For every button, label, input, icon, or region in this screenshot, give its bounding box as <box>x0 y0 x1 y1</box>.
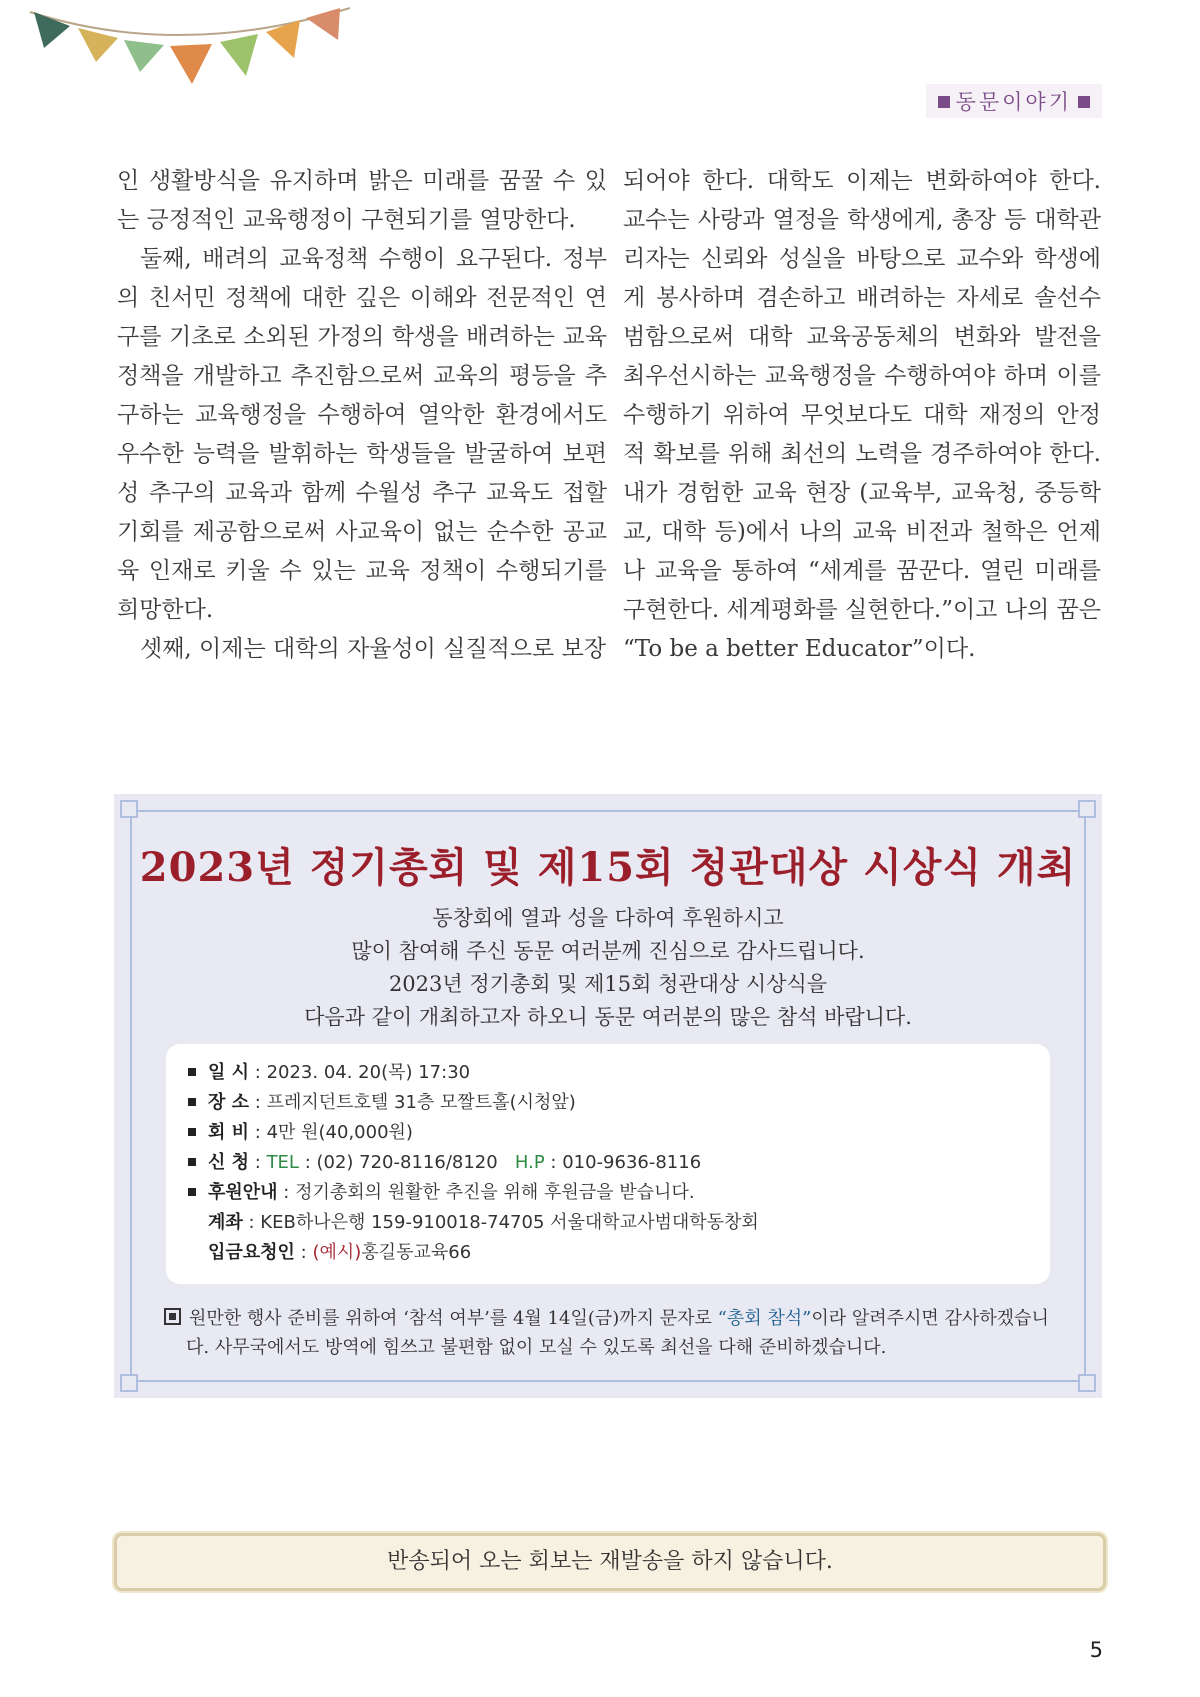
intro-line: 2023년 정기총회 및 제15회 청관대상 시상식을 <box>388 972 828 996</box>
footnote-line: 원만한 행사 준비를 위하여 ‘참석 여부’를 4월 14일(금)까지 문자로 “총회 참석”이라 알려주시면 감사하겠습니 <box>164 1304 1064 1333</box>
rsvp-footnote <box>164 1304 1064 1362</box>
account-row: 계좌 : KEB하나은행 159-910018-74705 서울대학교사범대학동창회 <box>208 1212 759 1233</box>
notice-title: 2023년 정기총회 및 제15회 청관대상 시상식 개최 <box>139 844 1077 891</box>
paragraph: 셋째, 이제는 대학의 자율성이 실질적으로 보장 <box>140 636 607 662</box>
return-mail-notice: 반송되어 오는 회보는 재발송을 하지 않습니다. <box>114 1533 1106 1591</box>
intro-line: 동창회에 열과 성을 다하여 후원하시고 <box>432 906 784 930</box>
apply-row: 신 청 : TEL : (02) 720-8116/8120 H.P : 010-9636-8116 <box>188 1148 701 1178</box>
support-row: 후원안내 : 정기총회의 원활한 추진을 위해 후원금을 받습니다. <box>188 1178 695 1208</box>
footnote-line: 다. 사무국에서도 방역에 힘쓰고 불편함 없이 모실 수 있도록 최선을 다해 준비하겠습니다. <box>186 1337 887 1358</box>
paragraph: 되어야 한다. 대학도 이제는 변화하여야 한다. 교수는 사랑과 열정을 학생에게, 총장 등 대학관리자는 신뢰와 성실을 바탕으로 교수와 학생에게 봉사하며 겸손하고 배려하는 자세로 솔선수범함으로써 대학 교육공동체의 변화와 발전을 최우선시하는 교육행정을 수행하여야 하며 이를 수행하기 위하여 무엇보다도 대학 재정의 안정적 확보를 위해 최선의 노력을 경주하여야 한다. 내가 경험한 교육 현장 (교육부, 교육청, 중등학교, 대학 등)에서 나의 교육 비전과 철학은 언제나 교육을 통하여 “세계를 꿈꾼다. 열린 미래를 구현한다. 세계평화를 실현한다.”이고 나의 꿈은 “To be a better Educator”이다. <box>623 168 1101 662</box>
article-left-column <box>117 162 607 669</box>
article-right-column <box>623 162 1101 669</box>
paragraph: 둘째, 배려의 교육정책 수행이 요구된다. 정부의 친서민 정책에 대한 깊은 이해와 전문적인 연구를 기초로 소외된 가정의 학생을 배려하는 교육정책을 개발하고 추진함으로써 교육의 평등을 추구하는 교육행정을 수행하여 열악한 환경에서도 우수한 능력을 발휘하는 학생들을 발굴하여 보편성 추구의 교육과 함께 수월성 추구 교육도 접할 기회를 제공함으로써 사교육이 없는 순수한 공교육 인재로 키울 수 있는 교육 정책이 수행되기를 희망한다. <box>117 246 607 623</box>
event-details-box <box>166 1044 1050 1284</box>
frame-corner <box>120 800 138 818</box>
bullet-icon <box>188 1188 196 1196</box>
bullet-icon <box>188 1098 196 1106</box>
frame-corner <box>1078 1374 1096 1392</box>
bunting-flag <box>170 44 212 84</box>
bullet-icon <box>188 1068 196 1076</box>
bunting-flag <box>306 8 340 40</box>
section-label: 동문이야기 <box>926 84 1102 118</box>
date-row: 일 시 : 2023. 04. 20(목) 17:30 <box>188 1058 470 1088</box>
bunting-decoration <box>0 0 360 100</box>
page-number: 5 <box>1089 1638 1103 1662</box>
intro-line: 많이 참여해 주신 동문 여러분께 진심으로 감사드립니다. <box>351 939 865 963</box>
intro-line: 다음과 같이 개최하고자 하오니 동문 여러분의 많은 참석 바랍니다. <box>304 1005 912 1029</box>
place-row: 장 소 : 프레지던트호텔 31층 모짤트홀(시청앞) <box>188 1088 576 1118</box>
bullet-icon <box>188 1128 196 1136</box>
bunting-flag <box>78 28 118 62</box>
checkbox-icon <box>164 1308 181 1325</box>
frame-corner <box>1078 800 1096 818</box>
bunting-flag <box>34 12 70 48</box>
bunting-flag <box>220 34 258 76</box>
square-icon <box>938 96 950 108</box>
bunting-flag <box>124 40 164 72</box>
depositor-row: 입금요청인 : (예시)홍길동교육66 <box>208 1242 472 1263</box>
notice-intro <box>114 902 1102 1034</box>
bullet-icon <box>188 1158 196 1166</box>
paragraph: 인 생활방식을 유지하며 밝은 미래를 꿈꿀 수 있는 긍정적인 교육행정이 구현되기를 열망한다. <box>117 168 607 233</box>
general-meeting-notice <box>114 794 1102 1398</box>
fee-row: 회 비 : 4만 원(40,000원) <box>188 1118 413 1148</box>
square-icon <box>1078 96 1090 108</box>
frame-corner <box>120 1374 138 1392</box>
